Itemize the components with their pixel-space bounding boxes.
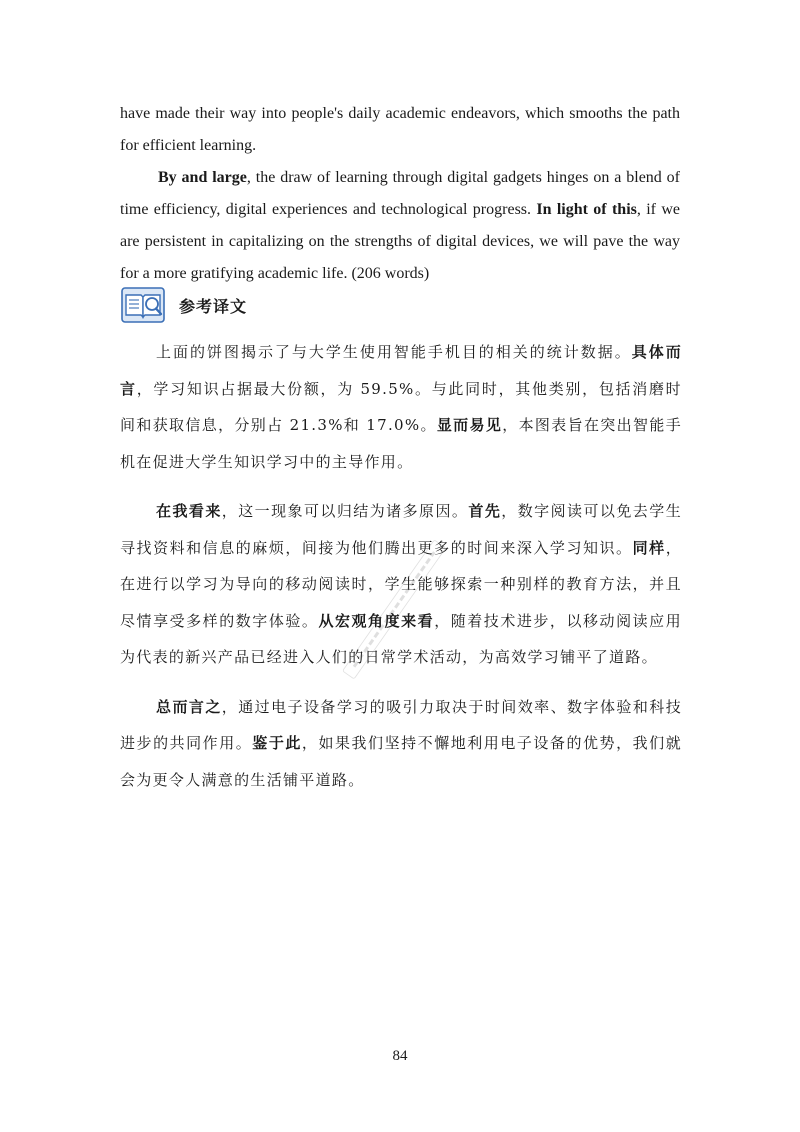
- bold-phrase: 鉴于此: [252, 734, 302, 752]
- chinese-paragraph-2: 在我看来，这一现象可以归结为诸多原因。首先，数字阅读可以免去学生寻找资料和信息的麻烦，间接为他们腾出更多的时间来深入学习知识。同样，在进行以学习为导向的移动阅读时，学生能够探索一种别样的教育方法，并且尽情享受多样的数字体验。从宏观角度来看，随着技术进步，以移动阅读应用为代表的新兴产品已经进入人们的日常学术活动，为高效学习铺平了道路。: [120, 502, 682, 666]
- section-title: 参考译文: [179, 296, 248, 316]
- bold-phrase: 首先: [468, 502, 502, 520]
- english-paragraph-1: have made their way into people's daily academic endeavors, which smooths the path for efficient learning.: [120, 105, 680, 154]
- page-number: 84: [392, 1048, 408, 1064]
- bold-phrase-by-and-large: By and large: [158, 169, 247, 186]
- bold-phrase: 显而易见: [436, 416, 503, 434]
- bold-phrase-in-light-of-this: In light of this: [536, 201, 637, 218]
- chinese-paragraph-1: 上面的饼图揭示了与大学生使用智能手机目的相关的统计数据。具体而言，学习知识占据最大份额，为 59.5%。与此同时，其他类别，包括消磨时间和获取信息，分别占 21.3%和 17.0%。显而易见，本图表旨在突出智能手机在促进大学生知识学习中的主导作用。: [120, 343, 682, 471]
- bold-phrase: 在我看来: [156, 502, 222, 520]
- bold-phrase: 具体而言: [120, 343, 682, 398]
- book-magnifier-icon: [121, 287, 165, 323]
- bold-phrase: 从宏观角度来看: [318, 611, 435, 630]
- english-essay-ending: [120, 98, 680, 290]
- bold-phrase: 同样: [632, 538, 666, 557]
- chinese-translation: [120, 334, 682, 811]
- chinese-paragraph-3: 总而言之，通过电子设备学习的吸引力取决于时间效率、数字体验和科技进步的共同作用。鉴于此，如果我们坚持不懈地利用电子设备的优势，我们就会为更令人满意的生活铺平道路。: [120, 697, 683, 789]
- section-heading: [121, 288, 247, 322]
- bold-phrase: 总而言之: [156, 697, 222, 716]
- english-paragraph-2: By and large, the draw of learning through digital gadgets hinges on a blend of time efficiency, digital experiences and technological progress. In light of this, if we are persistent in capitalizing on the strengths of digital devices, we will pave the way for a more gratifying academic life. (206 words): [120, 169, 681, 282]
